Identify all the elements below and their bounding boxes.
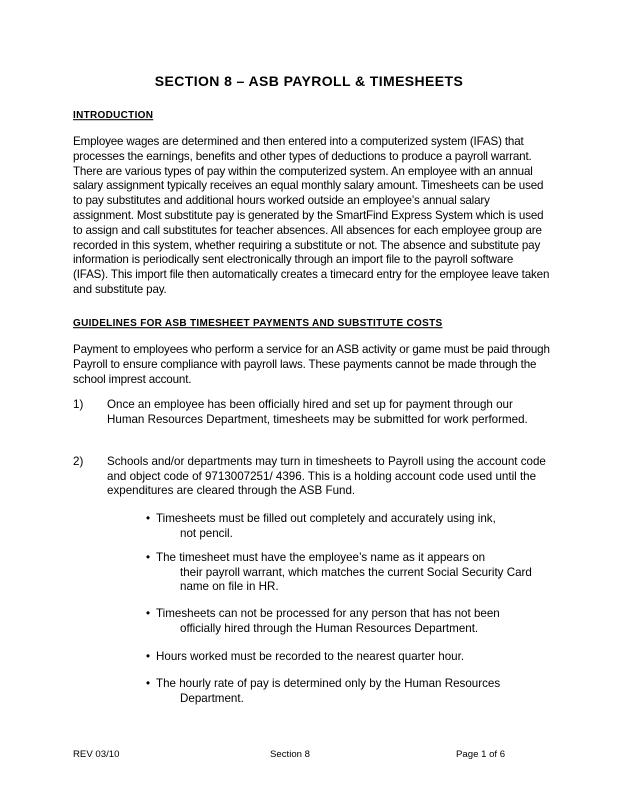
bullet-text-continued: officially hired through the Human Resources Department. — [180, 621, 479, 635]
bullet-text-continued: not pencil. — [180, 526, 233, 540]
bullet-icon: • — [146, 551, 151, 564]
bullet-text: Hours worked must be recorded to the nearest quarter hour. — [156, 650, 465, 663]
footer-page-number: Page 1 of 6 — [456, 749, 506, 760]
page-title: SECTION 8 – ASB PAYROLL & TIMESHEETS — [154, 73, 464, 89]
bullet-icon: • — [146, 512, 151, 525]
guidelines-paragraph: Payment to employees who perform a service for an ASB activity or game must be paid through Payroll to ensure compliance with payroll laws. These payments cannot be made through the school imprest account. — [73, 343, 550, 386]
bullet-icon: • — [146, 650, 151, 663]
bullet-text: Timesheets can not be processed for any person that has not been — [156, 607, 500, 620]
bullet-icon: • — [146, 677, 151, 690]
bullet-text: The timesheet must have the employee’s name as it appears on — [156, 551, 486, 564]
item-text: Once an employee has been officially hired and set up for payment through our Human Resources Department, timesheets may be submitted for work performed. — [107, 398, 528, 426]
footer-section: Section 8 — [270, 749, 311, 760]
item-number: 2) — [73, 455, 84, 468]
bullet-text-continued: Department. — [180, 691, 244, 705]
footer-revision: REV 03/10 — [73, 749, 120, 760]
item-number: 1) — [73, 398, 84, 411]
bullet-text-continued: their payroll warrant, which matches the current Social Security Card name on file in HR. — [180, 565, 532, 594]
bullet-text: Timesheets must be filled out completely and accurately using ink, — [156, 512, 496, 525]
bullet-icon: • — [146, 607, 151, 620]
bullet-text: The hourly rate of pay is determined only by the Human Resources — [156, 677, 501, 690]
intro-paragraph: Employee wages are determined and then entered into a computerized system (IFAS) that processes the earnings, benefits and other types of deductions to produce a payroll warrant. There are various types of pay within the computerized system. An employee with an annual salary assignment typically receives an equal monthly salary amount. Timesheets can be used to pay substitutes and additional hours worked outside an employee’s annual salary assignment. Most substitute pay is generated by the SmartFind Express System which is used to assign and call substitutes for teacher absences. All absences for each employee group are recorded in this system, whether requiring a substitute or not. The absence and substitute pay information is periodically sent electronically through an import file to the payroll software (IFAS). This import file then automatically creates a timecard entry for the employee leave taken and substitute pay. — [73, 135, 550, 296]
guidelines-heading: GUIDELINES FOR ASB TIMESHEET PAYMENTS AND SUBSTITUTE COSTS — [73, 317, 443, 330]
intro-heading: INTRODUCTION — [73, 109, 154, 122]
item-text: Schools and/or departments may turn in timesheets to Payroll using the account code and object code of 9713007251/ 4396. This is a holding account code used until the expenditures are cleared through the ASB Fund. — [107, 455, 546, 498]
